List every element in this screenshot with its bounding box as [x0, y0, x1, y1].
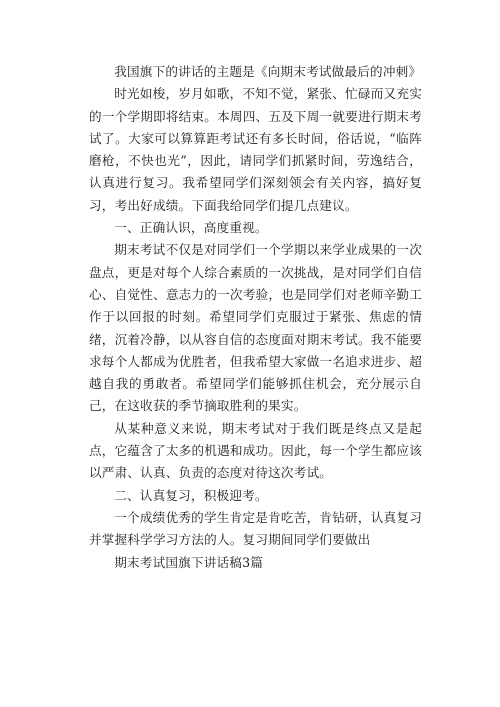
- document-body: [89, 61, 422, 574]
- section-heading-2: 二、认真复习，积极迎考。: [114, 487, 268, 503]
- section-2-paragraph: 一个成绩优秀的学生肯定是肯吃苦，肯钻研，认真复习并掌握科学学习方法的人。复习期间同学们要做出: [89, 509, 422, 548]
- section-heading-1: 一、正确认识，高度重视。: [114, 220, 268, 236]
- intro-paragraph: 时光如梭，岁月如歌，不知不觉，紧张、忙碌而又充实的一个学期即将结束。本周四、五及下周一就要进行期末考试了。大家可以算算距考试还有多长时间，俗话说，“临阵磨枪，不快也光”，因此，请同学们抓紧时间，劳逸结合，认真进行复习。我希望同学们深刻领会有关内容，搞好复习，考出好成绩。下面我给同学们提几点建议。: [89, 86, 422, 213]
- document-title-line: 期末考试国旗下讲话稿3篇: [114, 554, 264, 570]
- speech-topic-line: 我国旗下的讲话的主题是《向期末考试做最后的冲刺》: [114, 64, 422, 79]
- section-1-paragraph: 期末考试不仅是对同学们一个学期以来学业成果的一次盘点，更是对每个人综合素质的一次挑战，是对同学们自信心、自觉性、意志力的一次考验，也是同学们对老师辛勤工作于以回报的时刻。希望同学们克服过于紧张、焦虑的情绪，沉着冷静，以从容自信的态度面对期末考试。我不能要求每个人都成为优胜者，但我希望大家做一名追求进步、超越自我的勇敢者。希望同学们能够抓住机会，充分展示自己，在这收获的季节摘取胜利的果实。: [89, 242, 422, 414]
- section-1-paragraph-2: 从某种意义来说，期末考试对于我们既是终点又是起点，它蕴含了太多的机遇和成功。因此，每一个学生都应该以严肃、认真、负责的态度对待这次考试。: [89, 420, 422, 481]
